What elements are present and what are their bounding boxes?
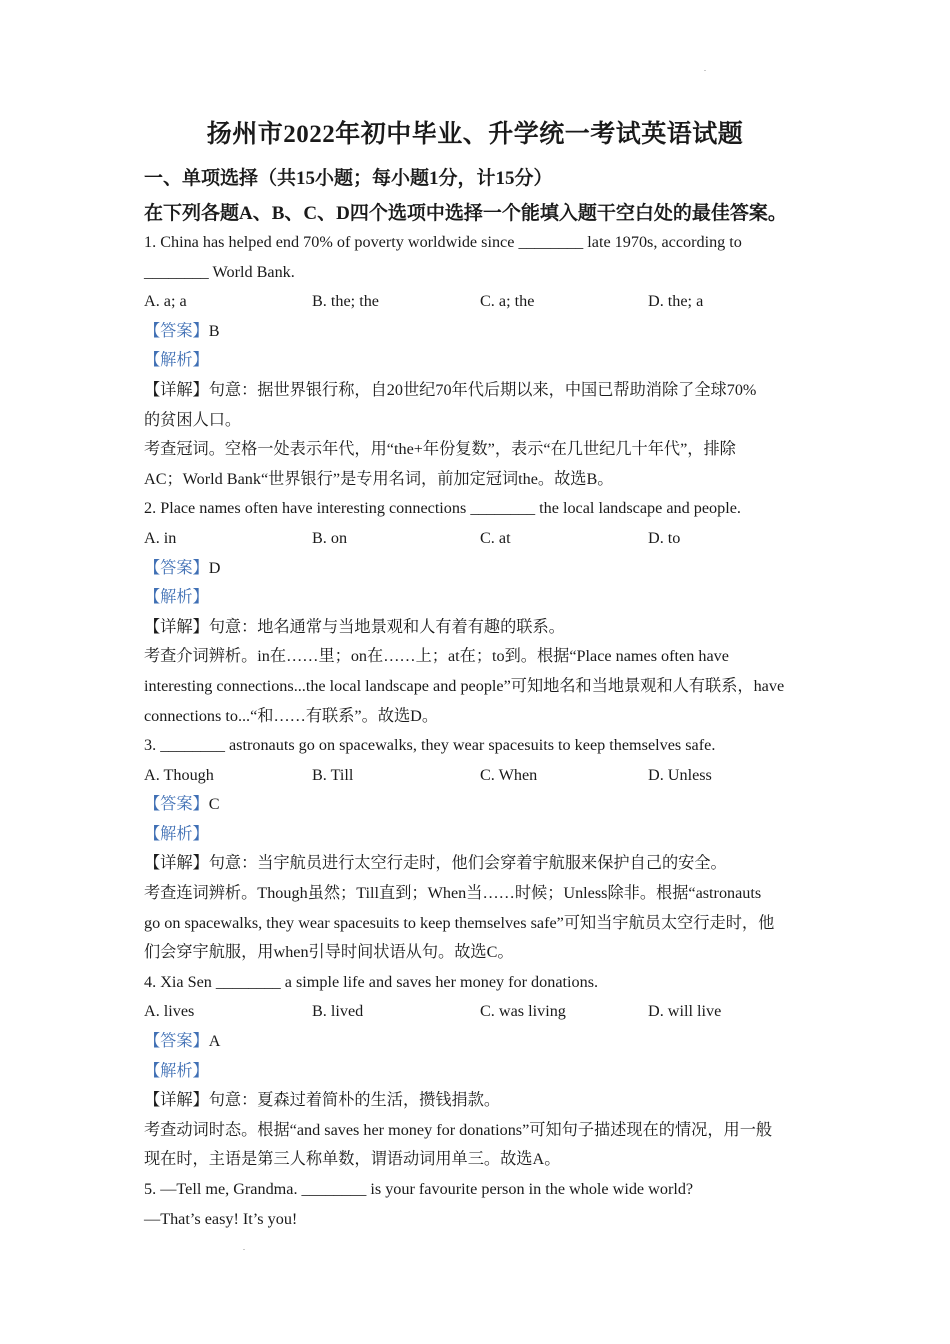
analysis-tag: 【解析】: [144, 588, 209, 607]
explanation-text-cont: go on spacewalks, they wear spacesuits to keep themselves safe”可知当宇航员太空行走时，他: [144, 913, 775, 932]
option-a: A. in: [144, 528, 177, 547]
option-b: B. on: [312, 528, 348, 547]
explanation-text-cont: 们会穿宇航服，用when引导时间状语从句。故选C。: [144, 943, 514, 962]
detail-text: 【详解】句意：当宇航员进行太空行走时，他们会穿着宇航服来保护自己的安全。: [144, 854, 727, 873]
options-row: [144, 287, 816, 317]
explanation-text: 考查动词时态。根据“and saves her money for donations”可知句子描述现在的情况，用一般: [144, 1120, 773, 1139]
analysis-tag: 【解析】: [144, 1061, 209, 1080]
detail-text-cont: 的贫困人口。: [144, 410, 242, 429]
question-stem: 3. ________ astronauts go on spacewalks, they wear spacesuits to keep themselves safe.: [144, 736, 716, 755]
options-row: [144, 524, 816, 554]
answer-tag: 【答案】: [144, 795, 209, 814]
answer-value: B: [208, 321, 220, 340]
option-b: B. lived: [312, 1002, 364, 1021]
option-c: C. When: [480, 765, 538, 784]
question-stem: 4. Xia Sen ________ a simple life and saves her money for donations.: [144, 972, 599, 991]
answer-tag: 【答案】: [144, 321, 209, 340]
question-5: [144, 1175, 816, 1234]
scan-speck: [704, 70, 706, 71]
detail-text: 【详解】句意：夏森过着简朴的生活，攒钱捐款。: [144, 1091, 501, 1110]
answer-line: [144, 1027, 816, 1057]
analysis-tag: 【解析】: [144, 824, 209, 843]
options-row: [144, 997, 816, 1027]
explanation-text: 考查冠词。空格一处表示年代，用“the+年份复数”，表示“在几世纪几十年代”，排除: [144, 440, 736, 459]
answer-tag: 【答案】: [144, 558, 209, 577]
option-d: D. the; a: [648, 292, 704, 311]
question-stem-cont: ________ World Bank.: [144, 262, 295, 281]
answer-line: [144, 790, 816, 820]
explanation-text-cont: interesting connections...the local landscape and people”可知地名和当地景观和人有联系，have: [144, 676, 785, 695]
analysis-tag: 【解析】: [144, 351, 209, 370]
explanation-text-cont: 现在时，主语是第三人称单数，谓语动词用单三。故选A。: [144, 1150, 561, 1169]
option-d: D. to: [648, 528, 681, 547]
option-d: D. Unless: [648, 765, 712, 784]
section-heading: 一、单项选择（共15小题；每小题1分，计15分）: [144, 168, 553, 189]
question-2: [144, 494, 816, 731]
option-b: B. the; the: [312, 292, 379, 311]
option-a: A. Though: [144, 765, 214, 784]
page-title: 扬州市2022年初中毕业、升学统一考试英语试题: [206, 121, 744, 148]
explanation-text: 考查连词辨析。Though虽然；Till直到；When当……时候；Unless除非。根据“astronauts: [144, 884, 762, 903]
answer-value: C: [208, 795, 220, 814]
options-row: [144, 761, 816, 791]
answer-tag: 【答案】: [144, 1032, 209, 1051]
option-b: B. Till: [312, 765, 354, 784]
option-c: C. at: [480, 528, 511, 547]
question-stem: 5. —Tell me, Grandma. ________ is your favourite person in the whole wide world?: [144, 1180, 694, 1198]
question-1: [144, 228, 816, 494]
detail-text: 【详解】句意：地名通常与当地景观和人有着有趣的联系。: [144, 617, 565, 636]
detail-text: 【详解】句意：据世界银行称，自20世纪70年代后期以来，中国已帮助消除了全球70%: [144, 380, 757, 399]
option-a: A. lives: [144, 1002, 195, 1021]
question-stem: 2. Place names often have interesting connections ________ the local landscape and people.: [144, 499, 741, 518]
question-4: [144, 968, 816, 1175]
explanation-text-cont: connections to...“和……有联系”。故选D。: [144, 706, 439, 725]
explanation-text-cont: AC；World Bank“世界银行”是专用名词，前加定冠词the。故选B。: [144, 469, 614, 488]
answer-line: [144, 554, 816, 584]
answer-value: A: [208, 1032, 221, 1051]
option-c: C. a; the: [480, 292, 535, 311]
explanation-text: 考查介词辨析。in在……里；on在……上；at在；to到。根据“Place names often have: [144, 647, 729, 666]
answer-value: D: [208, 558, 221, 577]
question-3: [144, 731, 816, 968]
questions-body: [144, 228, 816, 1234]
option-c: C. was living: [480, 1002, 566, 1021]
option-d: D. will live: [648, 1002, 722, 1021]
question-stem-cont: —That’s easy! It’s you!: [144, 1209, 298, 1228]
answer-line: [144, 317, 816, 347]
option-a: A. a; a: [144, 292, 187, 311]
scan-speck: [243, 1249, 245, 1250]
section-instruction: 在下列各题A、B、C、D四个选项中选择一个能填入题干空白处的最佳答案。: [144, 203, 787, 224]
question-stem: 1. China has helped end 70% of poverty worldwide since ________ late 1970s, according to: [144, 233, 742, 251]
